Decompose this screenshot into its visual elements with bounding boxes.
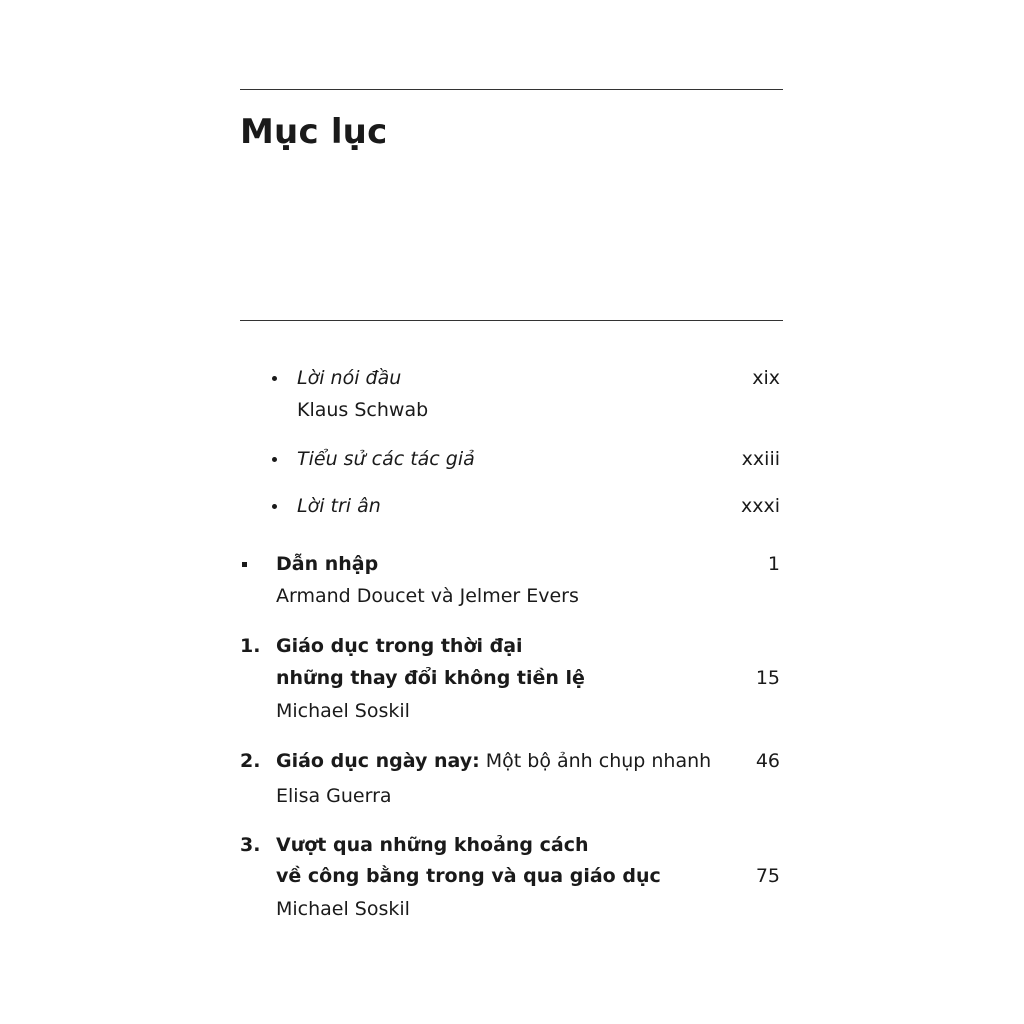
entry-author: Klaus Schwab [297, 399, 429, 421]
toc-entry-chapter-1-line2[interactable] [240, 662, 783, 694]
chapter-number: 3. [240, 834, 261, 856]
entry-page-number: 1 [767, 553, 780, 575]
bullet-dot-icon [272, 504, 277, 509]
entry-title-line1: Giáo dục trong thời đại [276, 635, 523, 657]
entry-author: Michael Soskil [276, 898, 410, 920]
divider-rule [240, 320, 783, 321]
entry-author: Armand Doucet và Jelmer Evers [276, 585, 579, 607]
entry-page-number: xxiii [741, 448, 780, 470]
toc-entry-chapter-3-author [240, 893, 783, 925]
chapter-number: 2. [240, 750, 261, 772]
entry-page-number: xix [752, 367, 780, 389]
entry-author: Michael Soskil [276, 700, 410, 722]
entry-title-line2: về công bằng trong và qua giáo dục [276, 865, 661, 887]
entry-title: Lời nói đầu [297, 367, 402, 389]
entry-title: Dẫn nhập [276, 553, 379, 575]
chapter-number: 1. [240, 635, 261, 657]
toc-entry-chapter-3[interactable] [240, 829, 783, 861]
entry-title-bold: Giáo dục ngày nay: [276, 750, 480, 772]
toc-entry-foreword[interactable] [240, 362, 783, 394]
bullet-square-icon [242, 562, 247, 567]
toc-entry-chapter-1-author [240, 695, 783, 727]
entry-title: Lời tri ân [297, 495, 381, 517]
entry-title-line1: Vượt qua những khoảng cách [276, 834, 589, 856]
entry-title: Tiểu sử các tác giả [297, 448, 475, 470]
entry-title [276, 745, 711, 777]
entry-page-number: xxxi [740, 495, 780, 517]
entry-page-number: 15 [755, 667, 780, 689]
toc-entry-introduction-author [240, 580, 783, 612]
toc-entry-chapter-3-line2[interactable] [240, 860, 783, 892]
bullet-dot-icon [272, 457, 277, 462]
entry-page-number: 75 [755, 865, 780, 887]
bullet-dot-icon [272, 376, 277, 381]
toc-entry-chapter-2-author [240, 780, 783, 812]
toc-entry-foreword-author [240, 394, 783, 426]
toc-entry-chapter-1[interactable] [240, 630, 783, 662]
toc-entry-chapter-2[interactable] [240, 745, 783, 777]
entry-title-line2: những thay đổi không tiền lệ [276, 667, 585, 689]
entry-page-number: 46 [755, 750, 780, 772]
entry-title-regular: Một bộ ảnh chụp nhanh [479, 750, 712, 772]
toc-entry-author-bios[interactable] [240, 443, 783, 475]
toc-entry-acknowledgements[interactable] [240, 490, 783, 522]
entry-author: Elisa Guerra [276, 785, 392, 807]
page-title: Mục lục [240, 112, 388, 152]
top-rule [240, 89, 783, 90]
toc-entry-introduction[interactable] [240, 548, 783, 580]
